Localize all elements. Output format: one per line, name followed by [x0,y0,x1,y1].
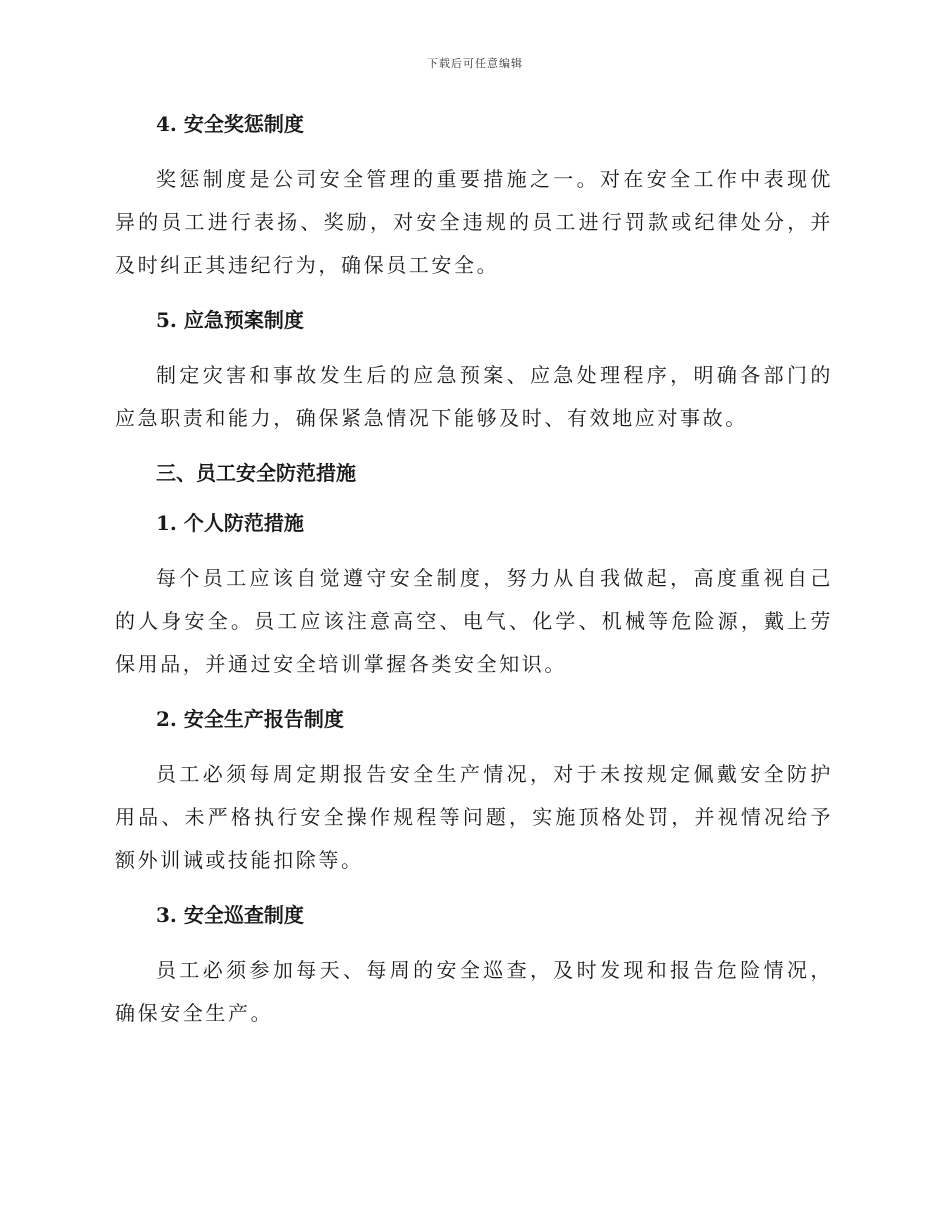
document-body [115,108,833,1052]
section-heading-safety-inspection: 3. 安全巡查制度 [156,903,304,927]
section-heading-production-report: 2. 安全生产报告制度 [156,707,344,731]
page-header: 下载后可任意编辑 [427,57,523,70]
section-paragraph-production-report: 员工必须每周定期报告安全生产情况，对于未按规定佩戴安全防护用品、未严格执行安全操作规程等问题，实施顶格处罚，并视情况给予额外训诫或技能扣除等。 [115,762,833,872]
section-paragraph-safety-inspection: 员工必须参加每天、每周的安全巡查，及时发现和报告危险情况，确保安全生产。 [115,958,833,1025]
section-heading-personal-protection: 1. 个人防范措施 [156,511,304,535]
section-paragraph-emergency-plan: 制定灾害和事故发生后的应急预案、应急处理程序，明确各部门的应急职责和能力，确保紧急情况下能够及时、有效地应对事故。 [115,363,833,430]
chapter-heading-safety-measures: 三、员工安全防范措施 [156,461,356,485]
section-paragraph-personal-protection: 每个员工应该自觉遵守安全制度，努力从自我做起，高度重视自己的人身安全。员工应该注意高空、电气、化学、机械等危险源，戴上劳保用品，并通过安全培训掌握各类安全知识。 [115,566,833,676]
section-paragraph-safety-rewards: 奖惩制度是公司安全管理的重要措施之一。对在安全工作中表现优异的员工进行表扬、奖励，对安全违规的员工进行罚款或纪律处分，并及时纠正其违纪行为，确保员工安全。 [115,167,833,277]
section-heading-safety-rewards: 4. 安全奖惩制度 [156,112,304,136]
section-heading-emergency-plan: 5. 应急预案制度 [156,308,304,332]
